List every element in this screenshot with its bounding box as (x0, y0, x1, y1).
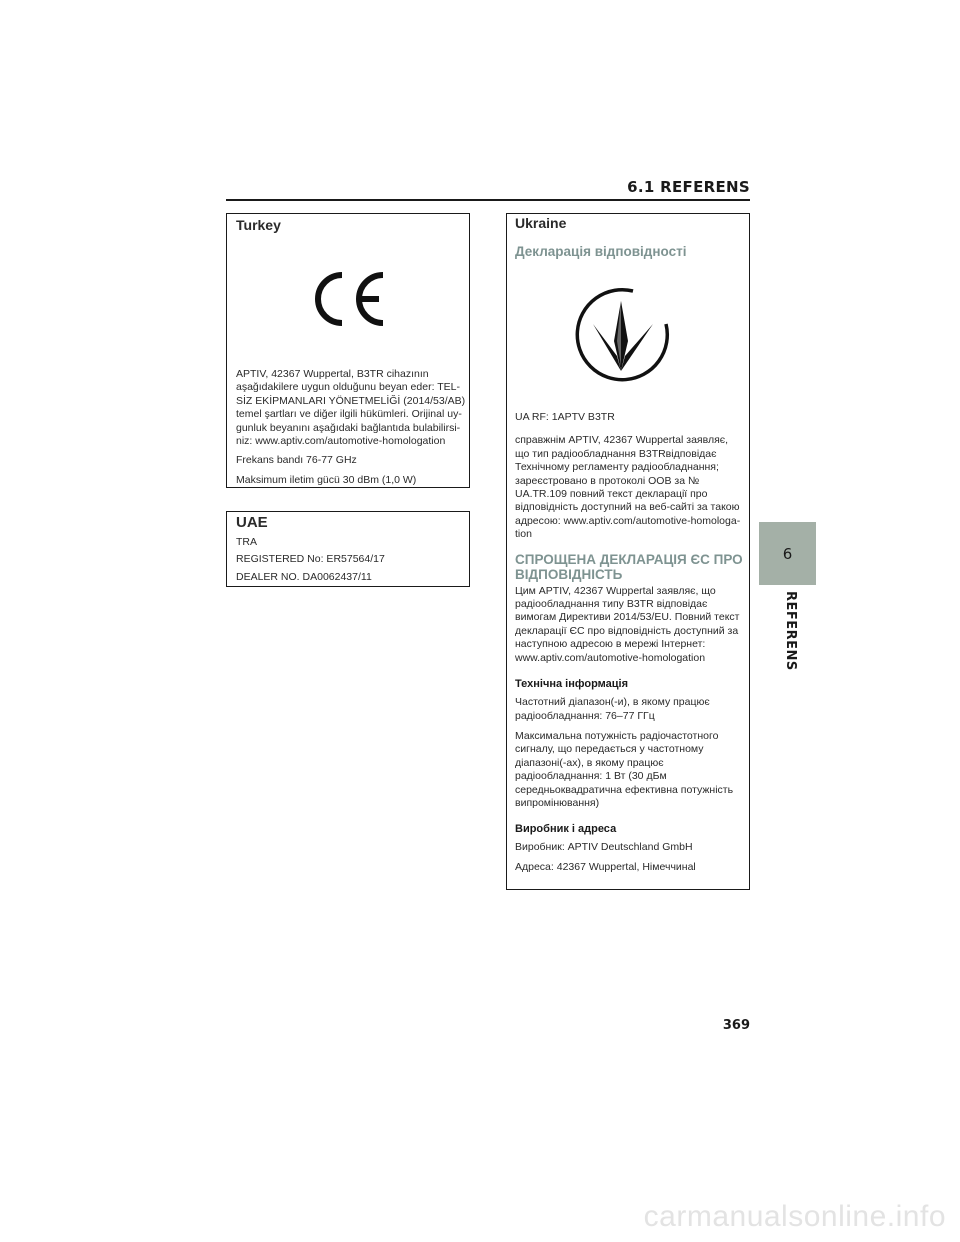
turkey-text-line: gunluk beyanını aşağıdaki bağlantıda bulabilirsi- (236, 421, 461, 434)
ukraine-power-line: Максимальна потужність радіочастотного (515, 729, 719, 742)
ukraine-power-line: діапазоні(-ах), в якому працює (515, 756, 664, 769)
chapter-tab-number: 6 (782, 544, 793, 563)
ukraine-tech-heading: Технічна інформація (515, 678, 628, 691)
chapter-tab (759, 522, 816, 585)
ukraine-para2-line: радіообладнання типу B3TR відповідає (515, 598, 708, 611)
ukraine-title: Ukraine (515, 215, 567, 231)
ukraine-address: Адреса: 42367 Wuppertal, Німеччинаl (515, 860, 696, 873)
turkey-frequency: Frekans bandı 76-77 GHz (236, 454, 357, 467)
turkey-text-line: niz: www.aptiv.com/automotive-homologation (236, 435, 446, 448)
turkey-max-power: Maksimum iletim gücü 30 dBm (1,0 W) (236, 473, 417, 486)
ukraine-para2-line: декларації ЄС про відповідність доступний за (515, 624, 739, 637)
turkey-box (226, 213, 470, 488)
uae-registered: REGISTERED No: ER57564/17 (236, 553, 385, 566)
turkey-title: Turkey (236, 217, 281, 233)
ukraine-freq-line: радіообладнання: 76–77 ГГц (515, 709, 655, 722)
chapter-tab-label: REFERENS (783, 591, 798, 671)
ukraine-para1-line: відповідність доступний на веб-сайті за такою (515, 501, 740, 514)
ukraine-para2-line: www.aptiv.com/automotive-homologation (515, 651, 706, 664)
ce-mark-icon (309, 271, 387, 327)
ukraine-para1-line: tion (515, 528, 532, 541)
ukraine-manufacturer-heading: Виробник і адреса (515, 823, 617, 836)
ukraine-power-line: сигналу, що передається у частотному (515, 743, 704, 756)
ukraine-box (506, 213, 750, 890)
watermark: carmanualsonline.info (643, 1200, 946, 1233)
ukraine-power-line: радіообладнання: 1 Вт (30 дБм (515, 770, 667, 783)
ua-conformity-mark-icon (571, 286, 671, 386)
ukraine-simplified-heading: СПРОЩЕНА ДЕКЛАРАЦІЯ ЄС ПРО (515, 551, 743, 567)
turkey-text-line: temel şartları ve diğer ilgili hükümleri. Orijinal uy- (236, 408, 462, 421)
ukraine-manufacturer: Виробник: APTIV Deutschland GmbH (515, 841, 693, 854)
uae-box (226, 511, 470, 587)
ukraine-power-line: середньоквадратична ефективна потужність (515, 783, 734, 796)
section-header-title: 6.1 REFERENS (627, 178, 750, 196)
turkey-text-line: aşağıdakilere uygun olduğunu beyan eder: TEL- (236, 381, 460, 394)
ukraine-declaration-heading: Декларація відповідності (515, 244, 687, 259)
ukraine-para2-line: Цим APTIV, 42367 Wuppertal заявляє, що (515, 584, 716, 597)
ukraine-para1-line: справжнім APTIV, 42367 Wuppertal заявляє, (515, 434, 729, 447)
ukraine-power-line: випромінювання) (515, 796, 600, 809)
turkey-text-line: SİZ EKİPMANLARI YÖNETMELİĞİ (2014/53/AB) (236, 394, 466, 407)
ukraine-simplified-heading: ВІДПОВІДНІСТЬ (515, 566, 623, 582)
ukraine-freq-line: Частотний діапазон(-и), в якому працює (515, 696, 710, 709)
header-rule (226, 199, 750, 201)
ukraine-para1-line: що тип радіообладнання B3TRвідповідає (515, 447, 717, 460)
page-number: 369 (722, 1018, 750, 1033)
ukraine-para2-line: вимогам Директиви 2014/53/EU. Повний текст (515, 611, 740, 624)
ukraine-para1-line: Технічному регламенту радіообладнання; (515, 461, 719, 474)
turkey-text-line: APTIV, 42367 Wuppertal, B3TR cihazının (236, 368, 429, 380)
ukraine-para1-line: UA.TR.109 повний текст декларації про (515, 488, 708, 501)
ukraine-ua-rf: UA RF: 1APTV B3TR (515, 411, 615, 423)
uae-dealer: DEALER NO. DA0062437/11 (236, 570, 372, 583)
ukraine-para2-line: наступною адресою в мережі Інтернет: (515, 638, 706, 651)
uae-title: UAE (236, 514, 268, 531)
ukraine-para1-line: адресою: www.aptiv.com/automotive-homologa- (515, 514, 741, 527)
ukraine-para1-line: зареєстровано в протоколі ООВ за № (515, 474, 700, 487)
uae-tra: TRA (236, 536, 257, 548)
